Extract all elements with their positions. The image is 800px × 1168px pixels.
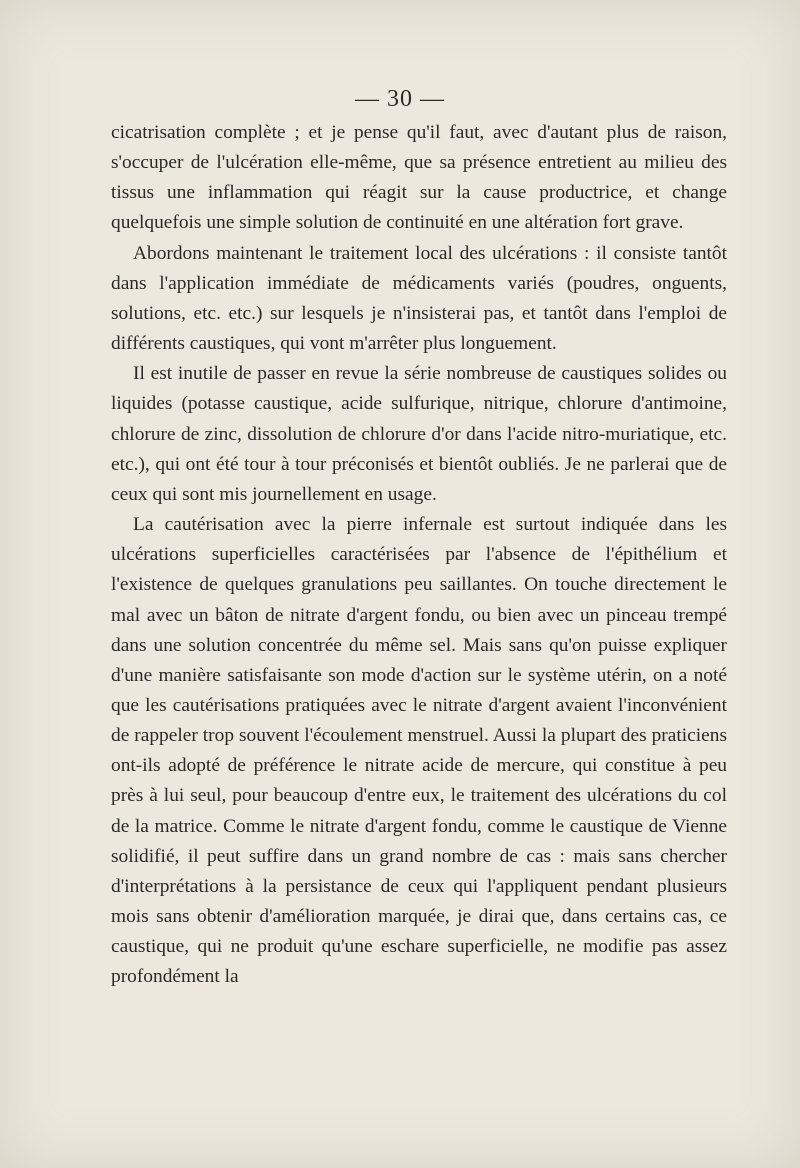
paragraph-2: Abordons maintenant le traitement local des ulcérations : il consiste tantôt dans l'application immédiate de médicaments variés (poudres, onguents, solutions, etc. etc.) sur lesquels je n'insisterai pas, et tantôt dans l'emploi de différents caustiques, qui vont m'arrêter plus longuement.	[111, 242, 727, 355]
paragraph-3: Il est inutile de passer en revue la série nombreuse de caustiques solides ou liquides (potasse caustique, acide sulfurique, nitrique, chlorure d'antimoine, chlorure de zinc, dissolution de chlorure d'or dans l'acide nitro-muriatique, etc. etc.), qui ont été tour à tour préconisés et bientôt oubliés. Je ne parlerai que de ceux qui sont mis journellement en usage.	[111, 363, 727, 505]
page-number: — 30 —	[355, 86, 445, 112]
body-text	[111, 118, 727, 993]
paragraph-4: La cautérisation avec la pierre infernale est surtout indiquée dans les ulcérations superficielles caractérisées par l'absence de l'épithélium et l'existence de quelques granulations peu saillantes. On touche directement le mal avec un bâton de nitrate d'argent fondu, ou bien avec un pinceau trempé dans une solution concentrée du même sel. Mais sans qu'on puisse expliquer d'une manière satisfaisante son mode d'action sur le système utérin, on a noté que les cautérisations pratiquées avec le nitrate d'argent avaient l'inconvénient de rappeler trop souvent l'écoulement menstruel. Aussi la plupart des praticiens ont-ils adopté de préférence le nitrate acide de mercure, qui constitue à peu près à lui seul, pour beaucoup d'entre eux, le traitement des ulcérations du col de la matrice. Comme le nitrate d'argent fondu, comme le caustique de Vienne solidifié, il peut suffire dans un grand nombre de cas : mais sans chercher d'interprétations à la persistance de ceux qui l'appliquent pendant plusieurs mois sans obtenir d'amélioration marquée, je dirai que, dans certains cas, ce caustique, qui ne produit qu'une eschare superficielle, ne modifie pas assez profondément la	[111, 514, 727, 988]
paragraph-1: cicatrisation complète ; et je pense qu'il faut, avec d'autant plus de raison, s'occuper de l'ulcération elle-même, que sa présence entretient au milieu des tissus une inflammation qui réagit sur la cause productrice, et change quelquefois une simple solution de continuité en une altération fort grave.	[111, 122, 727, 234]
